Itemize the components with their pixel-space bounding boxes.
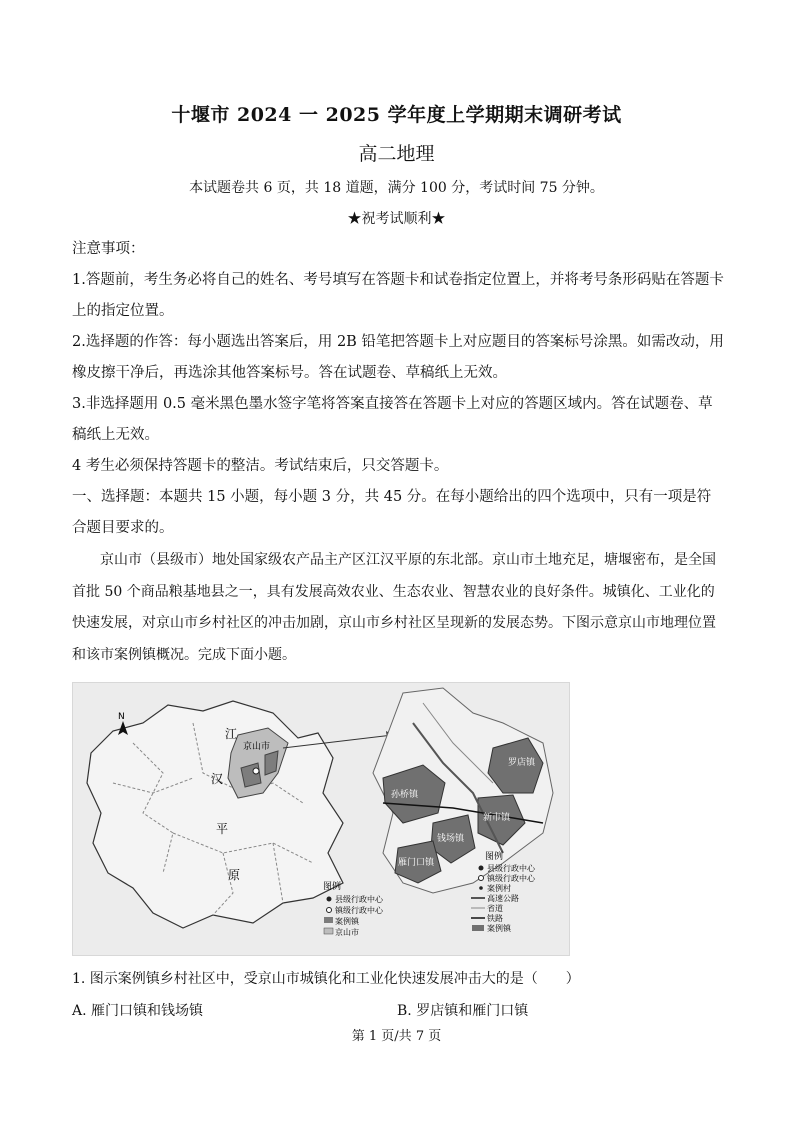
section-heading: 一、选择题：本题共 15 小题，每小题 3 分，共 45 分。在每小题给出的四个选项中，只有一项是符合题目要求的。 — [72, 489, 712, 536]
right-legend-item-3: 案例村 — [487, 884, 511, 893]
plain-char-4: 原 — [228, 868, 241, 882]
question-1-option-b: B. 罗店镇和雁门口镇 — [397, 1003, 529, 1019]
province-outline — [87, 701, 343, 928]
question-1-stem: 1. 图示案例镇乡村社区中，受京山市城镇化和工业化快速发展冲击大的是（ ） — [72, 971, 580, 987]
plain-char-1: 江 — [225, 727, 238, 741]
left-legend-item-4: 京山市 — [335, 928, 359, 937]
exam-title: 十堰市 2024 一 2025 学年度上学期期末调研考试 — [171, 104, 622, 126]
left-legend-item-3: 案例镇 — [335, 917, 359, 926]
figure-map — [72, 682, 570, 956]
note-item-2: 2.选择题的作答：每小题选出答案后，用 2B 铅笔把答题卡上对应题目的答案标号涂黑。如需改动，用橡皮擦干净后，再选涂其他答案标号。答在试题卷、草稿纸上无效。 — [72, 334, 724, 381]
right-legend-item-7: 案例镇 — [487, 924, 511, 933]
town-label-yanmenkou: 雁门口镇 — [398, 858, 435, 868]
right-legend-item-2: 镇级行政中心 — [487, 874, 535, 883]
map-svg — [73, 683, 569, 955]
right-legend-title: 图例 — [485, 852, 504, 862]
page-footer: 第 1 页/共 7 页 — [351, 1029, 442, 1044]
town-label-luodian: 罗店镇 — [508, 758, 536, 768]
exam-subject: 高二地理 — [358, 143, 435, 165]
plain-char-2: 汉 — [211, 772, 224, 786]
north-label: N — [118, 712, 125, 722]
town-label-xinshi: 新市镇 — [483, 813, 511, 823]
left-legend-item-1: 县级行政中心 — [335, 895, 383, 904]
right-legend-item-1: 县级行政中心 — [487, 864, 535, 873]
county-center-marker — [253, 768, 259, 774]
right-legend-item-5: 省道 — [487, 904, 503, 913]
note-item-4: 4 考生必须保持答题卡的整洁。考试结束后，只交答题卡。 — [72, 458, 449, 474]
passage-text: 京山市（县级市）地处国家级农产品主产区江汉平原的东北部。京山市土地充足，塘堰密布，是全国首批 50 个商品粮基地县之一，具有发展高效农业、生态农业、智慧农业的良好条件。城镇化、工业化的快速发展，对京山市乡村社区的冲击加剧，京山市乡村社区呈现新的发展态势。下图示意京山市地理位置和该市案例镇概况。完成下面小题。 — [72, 552, 716, 663]
right-legend-item-4: 高速公路 — [487, 894, 519, 903]
town-label-qianchang: 钱场镇 — [437, 834, 465, 844]
plain-char-3: 平 — [216, 822, 229, 836]
exam-wish: ★祝考试顺利★ — [347, 211, 446, 227]
town-label-sunqiao: 孙桥镇 — [391, 790, 419, 800]
case-town-left-2 — [265, 751, 278, 775]
left-legend-title: 图例 — [323, 882, 342, 892]
notes-heading: 注意事项： — [72, 241, 145, 257]
note-item-1: 1.答题前，考生务必将自己的姓名、考号填写在答题卡和试卷指定位置上，并将考号条形码贴在答题卡上的指定位置。 — [72, 272, 724, 319]
exam-info: 本试题卷共 6 页，共 18 道题，满分 100 分，考试时间 75 分钟。 — [189, 180, 604, 196]
note-item-3: 3.非选择题用 0.5 毫米黑色墨水签字笔将答案直接答在答题卡上对应的答题区域内。答在试题卷、草稿纸上无效。 — [72, 396, 713, 443]
case-town-left — [241, 763, 261, 787]
question-1-option-a: A. 雁门口镇和钱场镇 — [72, 1003, 204, 1019]
right-legend-item-6: 铁路 — [487, 914, 503, 923]
left-legend-item-2: 镇级行政中心 — [335, 906, 383, 915]
jingshan-label: 京山市 — [243, 742, 271, 752]
